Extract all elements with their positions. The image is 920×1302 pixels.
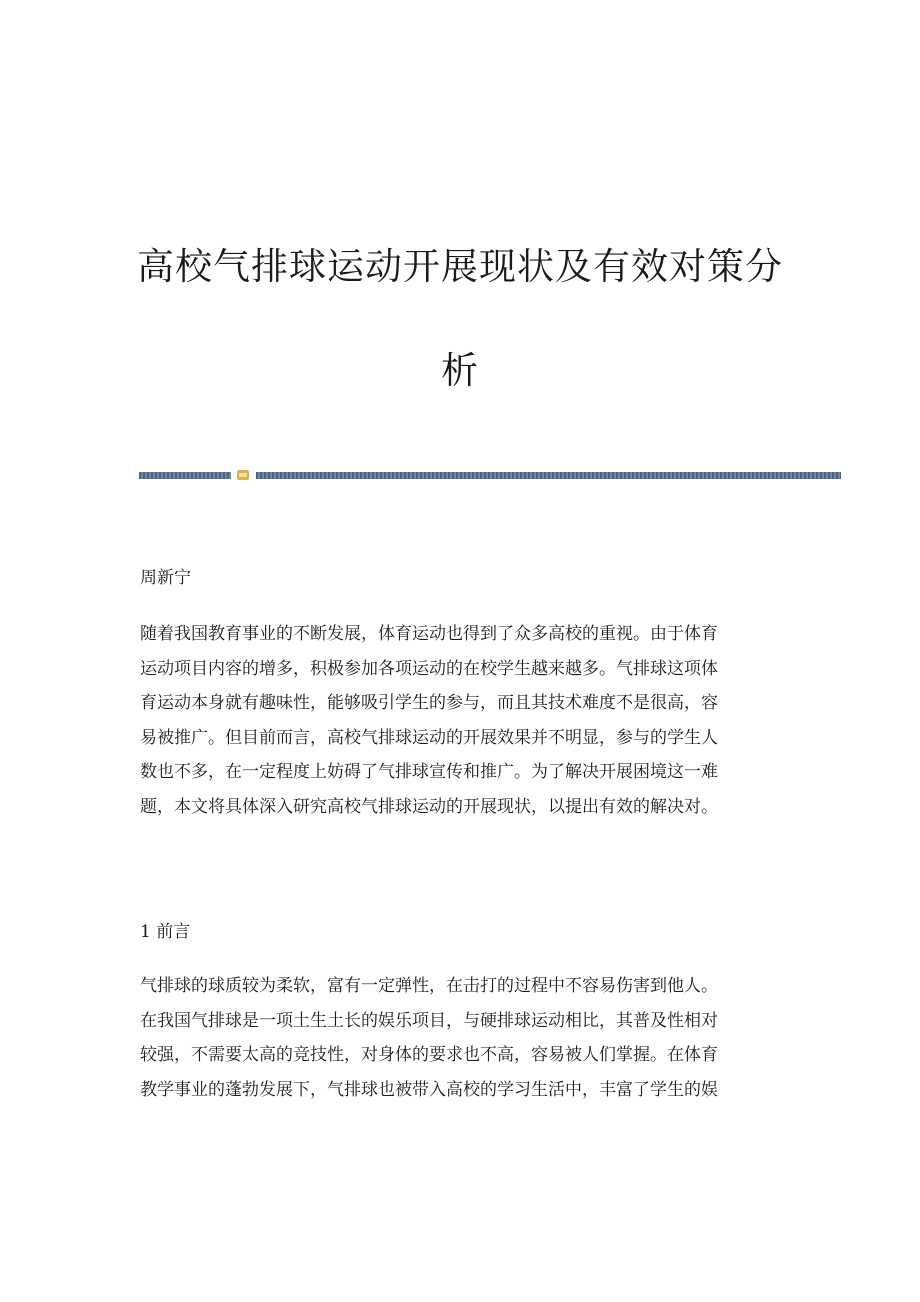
title-divider: [139, 470, 841, 480]
abstract-line: 随着我国教育事业的不断发展，体育运动也得到了众多高校的重视。由于体育: [140, 624, 718, 644]
document-title: [100, 215, 820, 423]
introduction-line: 在我国气排球是一项土生土长的娱乐项目，与硬排球运动相比，其普及性相对: [140, 1010, 718, 1031]
introduction-paragraph: [140, 969, 780, 1107]
divider-bar-right: [256, 472, 841, 479]
introduction-line: 教学事业的蓬勃发展下，气排球也被带入高校的学习生活中，丰富了学生的娱: [140, 1079, 718, 1100]
abstract-line: 易被推广。但目前而言，高校气排球运动的开展效果并不明显，参与的学生人: [140, 727, 718, 748]
title-line-2: 析: [441, 348, 479, 392]
introduction-line: 较强，不需要太高的竞技性，对身体的要求也不高，容易被人们掌握。在体育: [140, 1045, 718, 1066]
abstract-paragraph: [140, 617, 780, 825]
introduction-line: 气排球的球质较为柔软，富有一定弹性，在击打的过程中不容易伤害到他人。: [140, 976, 718, 996]
divider-bar-left: [139, 472, 231, 479]
abstract-line: 题，本文将具体深入研究高校气排球运动的开展现状，以提出有效的解决对。: [140, 796, 718, 817]
abstract-line: 育运动本身就有趣味性，能够吸引学生的参与，而且其技术难度不是很高，容: [140, 693, 718, 714]
abstract-line: 运动项目内容的增多，积极参加各项运动的在校学生越来越多。气排球这项体: [140, 658, 718, 679]
title-line-1: 高校气排球运动开展现状及有效对策分: [137, 244, 783, 288]
divider-ornament-icon: [237, 470, 249, 480]
author-name: 周新宁: [140, 568, 191, 588]
section-heading-introduction: 1 前言: [140, 922, 191, 942]
abstract-line: 数也不多，在一定程度上妨碍了气排球宣传和推广。为了解决开展困境这一难: [140, 762, 718, 783]
